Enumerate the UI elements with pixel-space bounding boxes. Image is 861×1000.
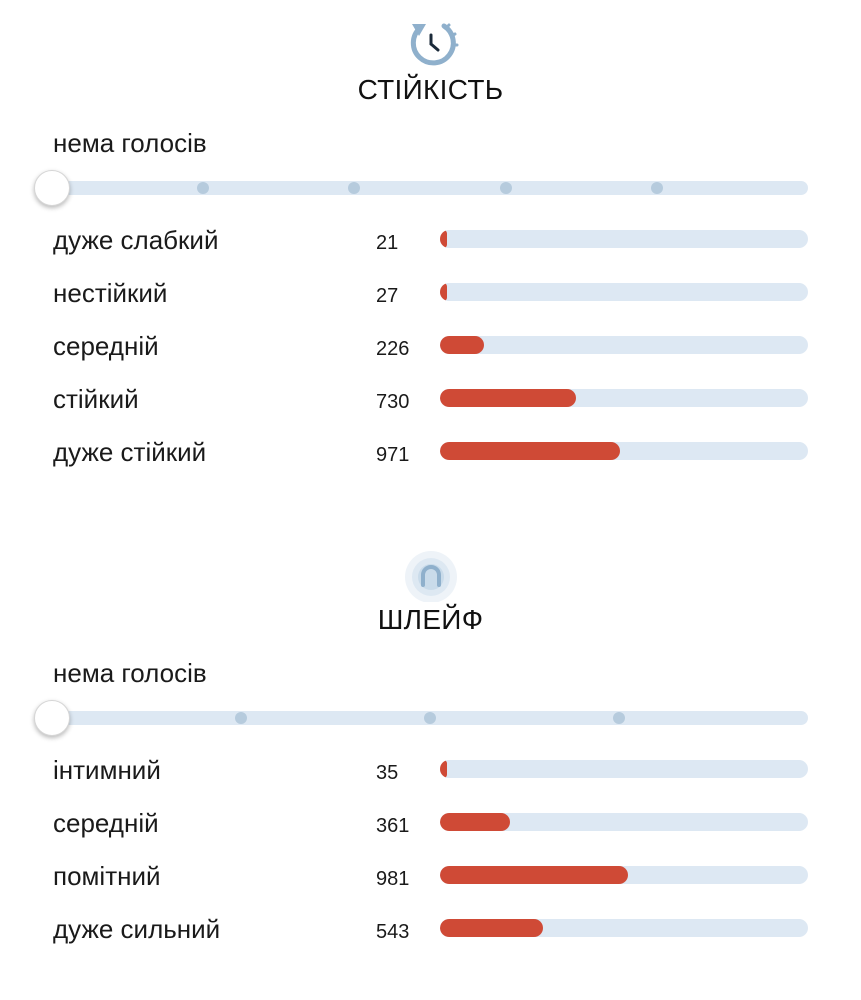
- slider-thumb[interactable]: [34, 170, 70, 206]
- section-title: СТІЙКІСТЬ: [357, 74, 504, 105]
- vote-option-label: інтимний: [53, 755, 161, 785]
- slider-stop[interactable]: [235, 712, 247, 724]
- vote-bar: [440, 866, 808, 884]
- vote-count: 361: [376, 815, 410, 837]
- vote-bar: [440, 230, 808, 248]
- vote-option-label: середній: [53, 331, 159, 361]
- vote-row: [0, 268, 861, 321]
- vote-row: [0, 321, 861, 374]
- vote-count: 35: [376, 762, 399, 784]
- vote-count: 543: [376, 921, 410, 943]
- vote-option-label: дуже стійкий: [53, 437, 207, 467]
- vote-row: [0, 745, 861, 798]
- vote-row: [0, 851, 861, 904]
- votes-status-label: нема голосів: [53, 128, 207, 158]
- vote-count: 27: [376, 285, 399, 307]
- vote-row: [0, 374, 861, 427]
- vote-option-label: нестійкий: [53, 278, 168, 308]
- vote-count: 21: [376, 232, 399, 254]
- longevity-vote-slider[interactable]: [52, 181, 808, 195]
- slider-stop[interactable]: [613, 712, 625, 724]
- slider-stop[interactable]: [500, 182, 512, 194]
- section-title: ШЛЕЙФ: [377, 604, 484, 635]
- slider-stop[interactable]: [348, 182, 360, 194]
- vote-bar: [440, 389, 808, 407]
- vote-row: [0, 904, 861, 957]
- sillage-vote-list: [0, 745, 861, 957]
- vote-bar: [440, 919, 808, 937]
- longevity-vote-list: [0, 215, 861, 480]
- vote-bar-fill: [440, 866, 628, 884]
- vote-bar-fill: [440, 336, 484, 354]
- vote-bar-fill: [440, 760, 447, 778]
- vote-count: 981: [376, 868, 410, 890]
- clock-history-icon: [0, 14, 861, 72]
- slider-stop[interactable]: [424, 712, 436, 724]
- vote-bar: [440, 760, 808, 778]
- vote-bar-fill: [440, 919, 543, 937]
- sillage-radiance-icon: [0, 544, 861, 602]
- vote-option-label: дуже слабкий: [53, 225, 219, 255]
- vote-count: 226: [376, 338, 410, 360]
- vote-bar: [440, 813, 808, 831]
- vote-bar: [440, 336, 808, 354]
- slider-stop[interactable]: [197, 182, 209, 194]
- vote-bar-fill: [440, 442, 620, 460]
- sillage-vote-slider[interactable]: [52, 711, 808, 725]
- vote-row: [0, 215, 861, 268]
- vote-bar: [440, 283, 808, 301]
- slider-stop[interactable]: [651, 182, 663, 194]
- vote-option-label: середній: [53, 808, 159, 838]
- vote-count: 971: [376, 444, 410, 466]
- vote-option-label: помітний: [53, 861, 161, 891]
- vote-count: 730: [376, 391, 410, 413]
- vote-row: [0, 427, 861, 480]
- vote-option-label: стійкий: [53, 384, 139, 414]
- vote-bar-fill: [440, 230, 447, 248]
- vote-bar: [440, 442, 808, 460]
- vote-option-label: дуже сильний: [53, 914, 221, 944]
- slider-thumb[interactable]: [34, 700, 70, 736]
- vote-bar-fill: [440, 813, 510, 831]
- votes-status-label: нема голосів: [53, 658, 207, 688]
- vote-bar-fill: [440, 389, 576, 407]
- vote-bar-fill: [440, 283, 447, 301]
- vote-row: [0, 798, 861, 851]
